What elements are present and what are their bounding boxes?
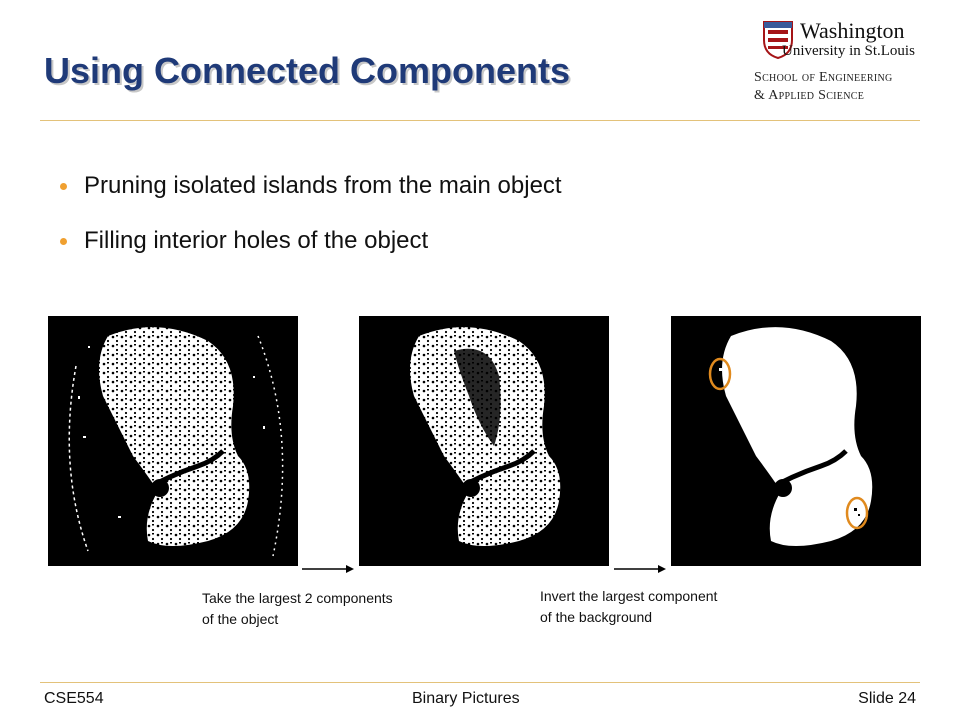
logo-university-subname: University in St.Louis: [782, 43, 915, 59]
bullet-dot-icon: [60, 183, 67, 190]
bullet-item: [60, 223, 562, 278]
caption-step1-line2: of the object: [202, 611, 279, 627]
arrow-right-icon: [302, 564, 354, 574]
slide-title: Using Connected Components: [44, 50, 571, 91]
footer-slide-number: Slide 24: [858, 690, 916, 707]
bullet-text: Pruning isolated islands from the main object: [84, 172, 562, 199]
caption-step2-line1: Invert the largest component: [540, 588, 718, 604]
arrow-right-icon: [614, 564, 666, 574]
bullet-item: [60, 168, 562, 223]
footer-course: CSE554: [44, 690, 104, 707]
logo-school-line2: & Applied Science: [754, 88, 865, 103]
caption-step2: [540, 586, 717, 628]
footer-divider: [40, 682, 920, 683]
bullet-dot-icon: [60, 238, 67, 245]
caption-step2-line2: of the background: [540, 609, 653, 625]
bullet-text: Filling interior holes of the object: [84, 227, 429, 254]
caption-step1: [202, 588, 393, 630]
logo-school-line1: School of Engineering: [754, 70, 893, 85]
logo-university-name: Washington: [800, 18, 905, 43]
title-divider: [40, 120, 920, 121]
university-logo: [742, 18, 937, 118]
image-filled-object: [671, 316, 921, 566]
footer-topic: Binary Pictures: [412, 690, 520, 707]
image-largest-components: [359, 316, 609, 566]
image-original-binary: [48, 316, 298, 566]
bullet-list: [60, 168, 562, 278]
caption-step1-line1: Take the largest 2 components: [202, 590, 393, 606]
